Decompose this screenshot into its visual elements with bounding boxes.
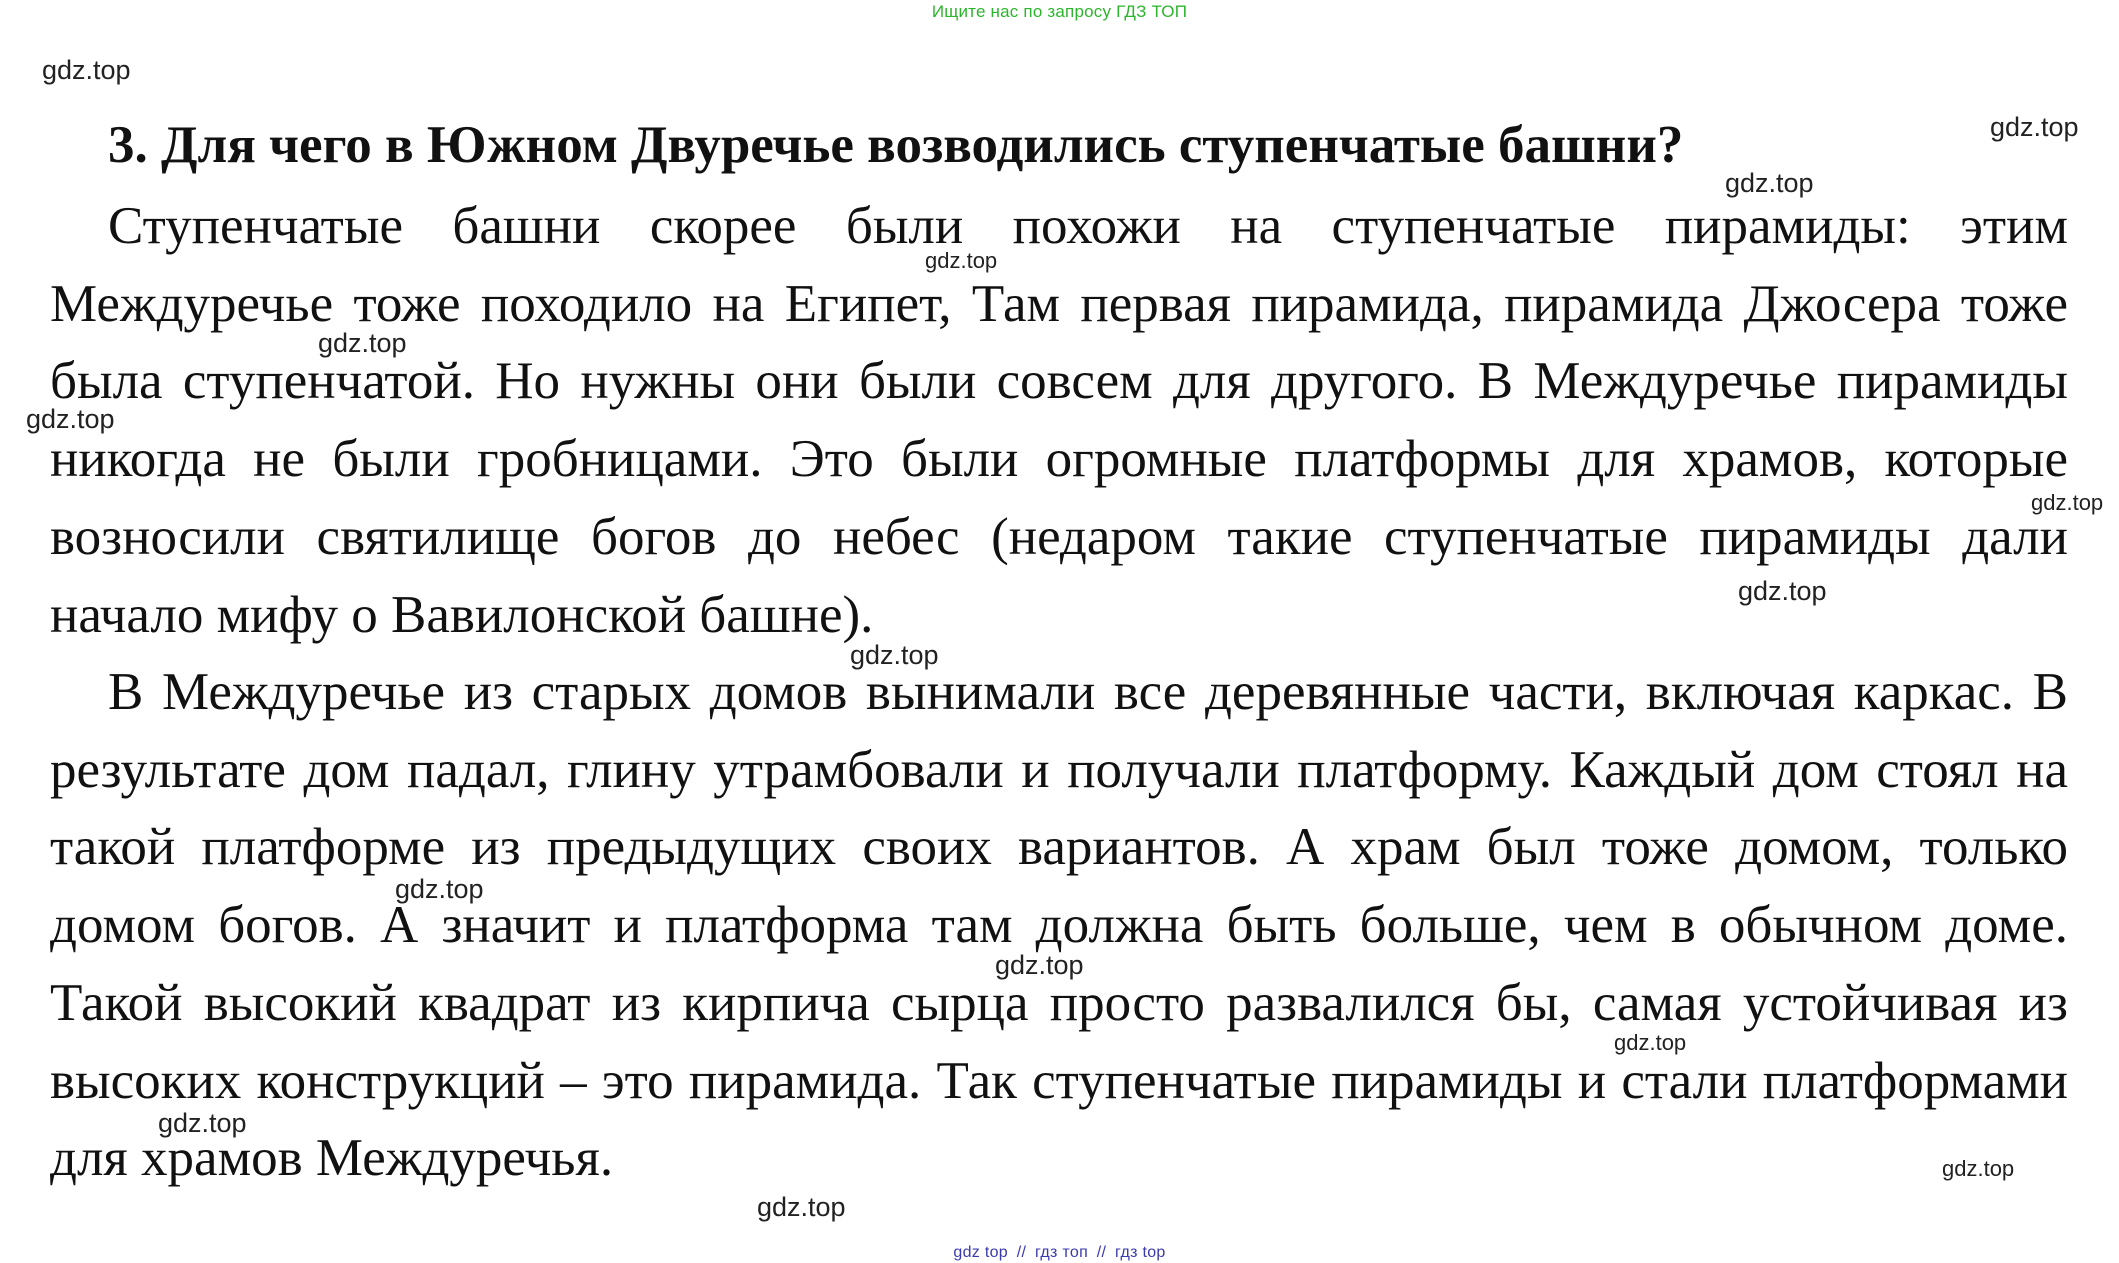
answer-content — [50, 110, 2068, 1198]
watermark: gdz.top — [757, 1192, 846, 1222]
question-heading: 3. Для чего в Южном Двуречье возводились ступенчатые башни? — [108, 116, 1684, 174]
watermark: gdz.top — [850, 640, 939, 670]
watermark: gdz.top — [42, 55, 131, 85]
watermark: gdz.top — [925, 248, 998, 273]
watermark: gdz.top — [318, 328, 407, 358]
footer-link-gdz-top[interactable]: gdz top — [953, 1244, 1008, 1261]
watermark: gdz.top — [1738, 576, 1827, 606]
footer-link-gdz-top-mixed[interactable]: гдз top — [1115, 1244, 1166, 1261]
footer-links — [0, 1244, 2119, 1262]
answer-paragraph-1: Ступенчатые башни скорее были похожи на ступенчатые пирамиды: этим Междуречье тоже походило на Египет, Там первая пирамида, пирамида Джосера тоже была ступенчатой. Но нужны они были совсем для другого. В Междуречье пирамиды никогда не были гробницами. Это были огромные платформы для храмов, которые возносили святилище богов до небес (недаром такие ступенчатые пирамиды дали начало мифу о Вавилонской башне). — [50, 197, 2068, 644]
answer-paragraph-2: В Междуречье из старых домов вынимали все деревянные части, включая каркас. В результате дом падал, глину утрамбовали и получали платформу. Каждый дом стоял на такой платформе из предыдущих своих вариантов. А храм был тоже домом, только домом богов. А значит и платформа там должна быть больше, чем в обычном доме. Такой высокий квадрат из кирпича сырца просто развалился бы, самая устойчивая из высоких конструкций – это пирамида. Так ступенчатые пирамиды и стали платформами для храмов Междуречья. — [50, 663, 2068, 1188]
watermark: gdz.top — [158, 1108, 247, 1138]
footer-separator: // — [1096, 1244, 1107, 1261]
search-hint-banner: Ищите нас по запросу ГДЗ ТОП — [931, 2, 1188, 21]
watermark: gdz.top — [1614, 1030, 1687, 1055]
watermark: gdz.top — [2031, 490, 2104, 515]
watermark: gdz.top — [1942, 1156, 2015, 1181]
watermark: gdz.top — [995, 950, 1084, 980]
watermark: gdz.top — [395, 874, 484, 904]
watermark: gdz.top — [26, 404, 115, 434]
watermark: gdz.top — [1725, 168, 1814, 198]
watermark: gdz.top — [1990, 112, 2079, 142]
footer-link-gdz-top-ru[interactable]: гдз топ — [1034, 1244, 1089, 1261]
footer-separator: // — [1016, 1244, 1027, 1261]
